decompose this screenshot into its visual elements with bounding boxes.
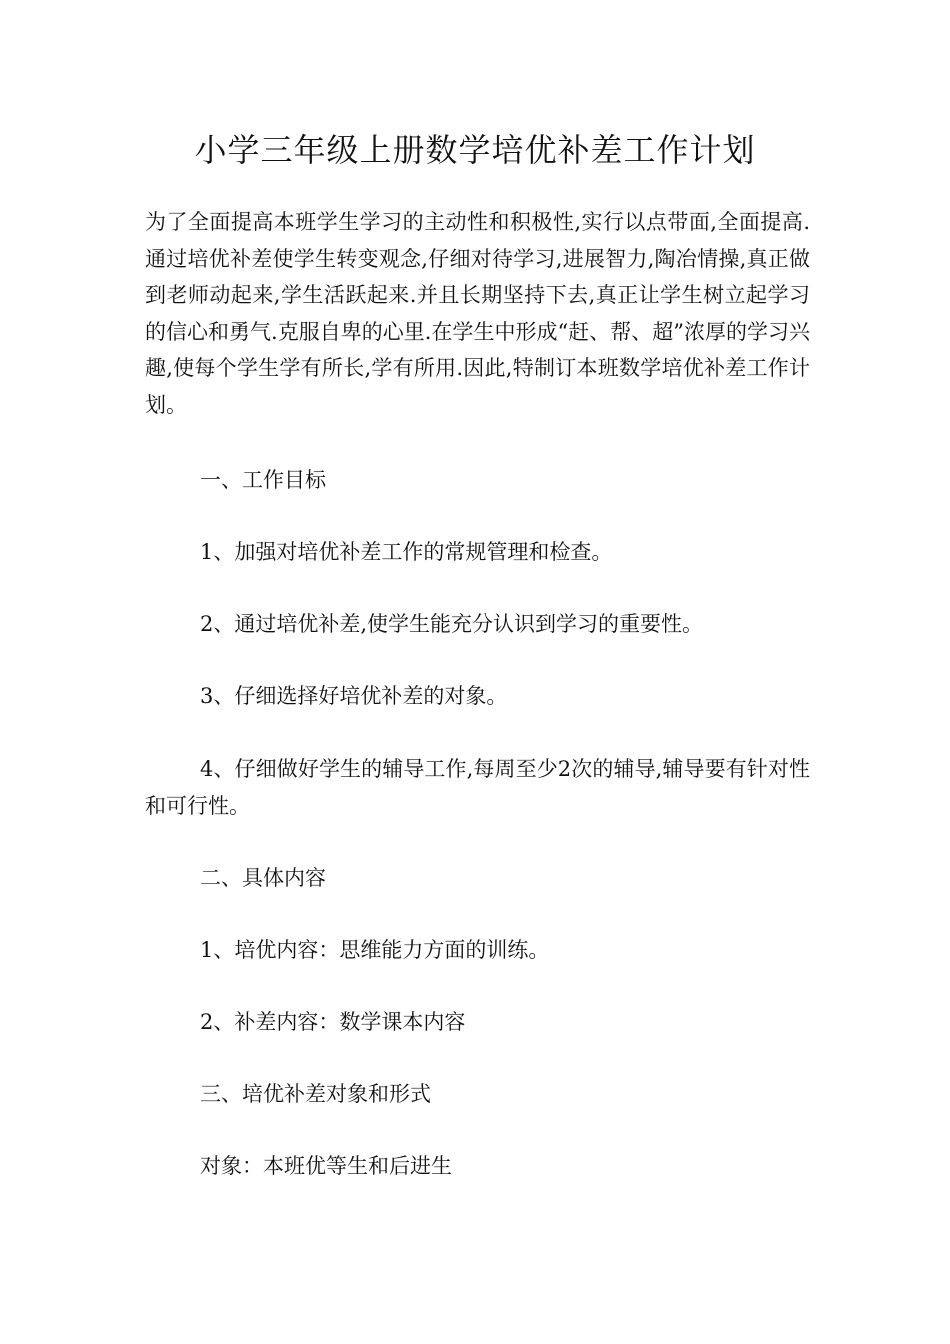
content-item-2: 2、补差内容：数学课本内容 bbox=[200, 1010, 466, 1034]
section-heading-targets: 三、培优补差对象和形式 bbox=[200, 1082, 431, 1106]
goal-item-3: 3、仔细选择好培优补差的对象。 bbox=[200, 684, 508, 708]
section-heading-content: 二、具体内容 bbox=[200, 866, 326, 890]
content-item-1: 1、培优内容：思维能力方面的训练。 bbox=[200, 938, 550, 962]
document-title: 小学三年级上册数学培优补差工作计划 bbox=[194, 131, 756, 169]
intro-paragraph: 为了全面提高本班学生学习的主动性和积极性,实行以点带面,全面提高.通过培优补差使学生转变观念,仔细对待学习,进展智力,陶冶情操,真正做到老师动起来,学生活跃起来.并且长期坚持下去,真正让学生树立起学习的信心和勇气.克服自卑的心里.在学生中形成“赶、帮、超”浓厚的学习兴趣,使每个学生学有所长,学有所用.因此,特制订本班数学培优补差工作计划。 bbox=[145, 210, 810, 417]
goal-item-2: 2、通过培优补差,使学生能充分认识到学习的重要性。 bbox=[200, 612, 704, 636]
goal-item-4: 4、仔细做好学生的辅导工作,每周至少2次的辅导,辅导要有针对性和可行性。 bbox=[145, 757, 810, 818]
section-heading-goals: 一、工作目标 bbox=[200, 468, 326, 492]
targets-item-1: 对象：本班优等生和后进生 bbox=[200, 1154, 452, 1178]
goal-item-1: 1、加强对培优补差工作的常规管理和检查。 bbox=[200, 540, 613, 564]
